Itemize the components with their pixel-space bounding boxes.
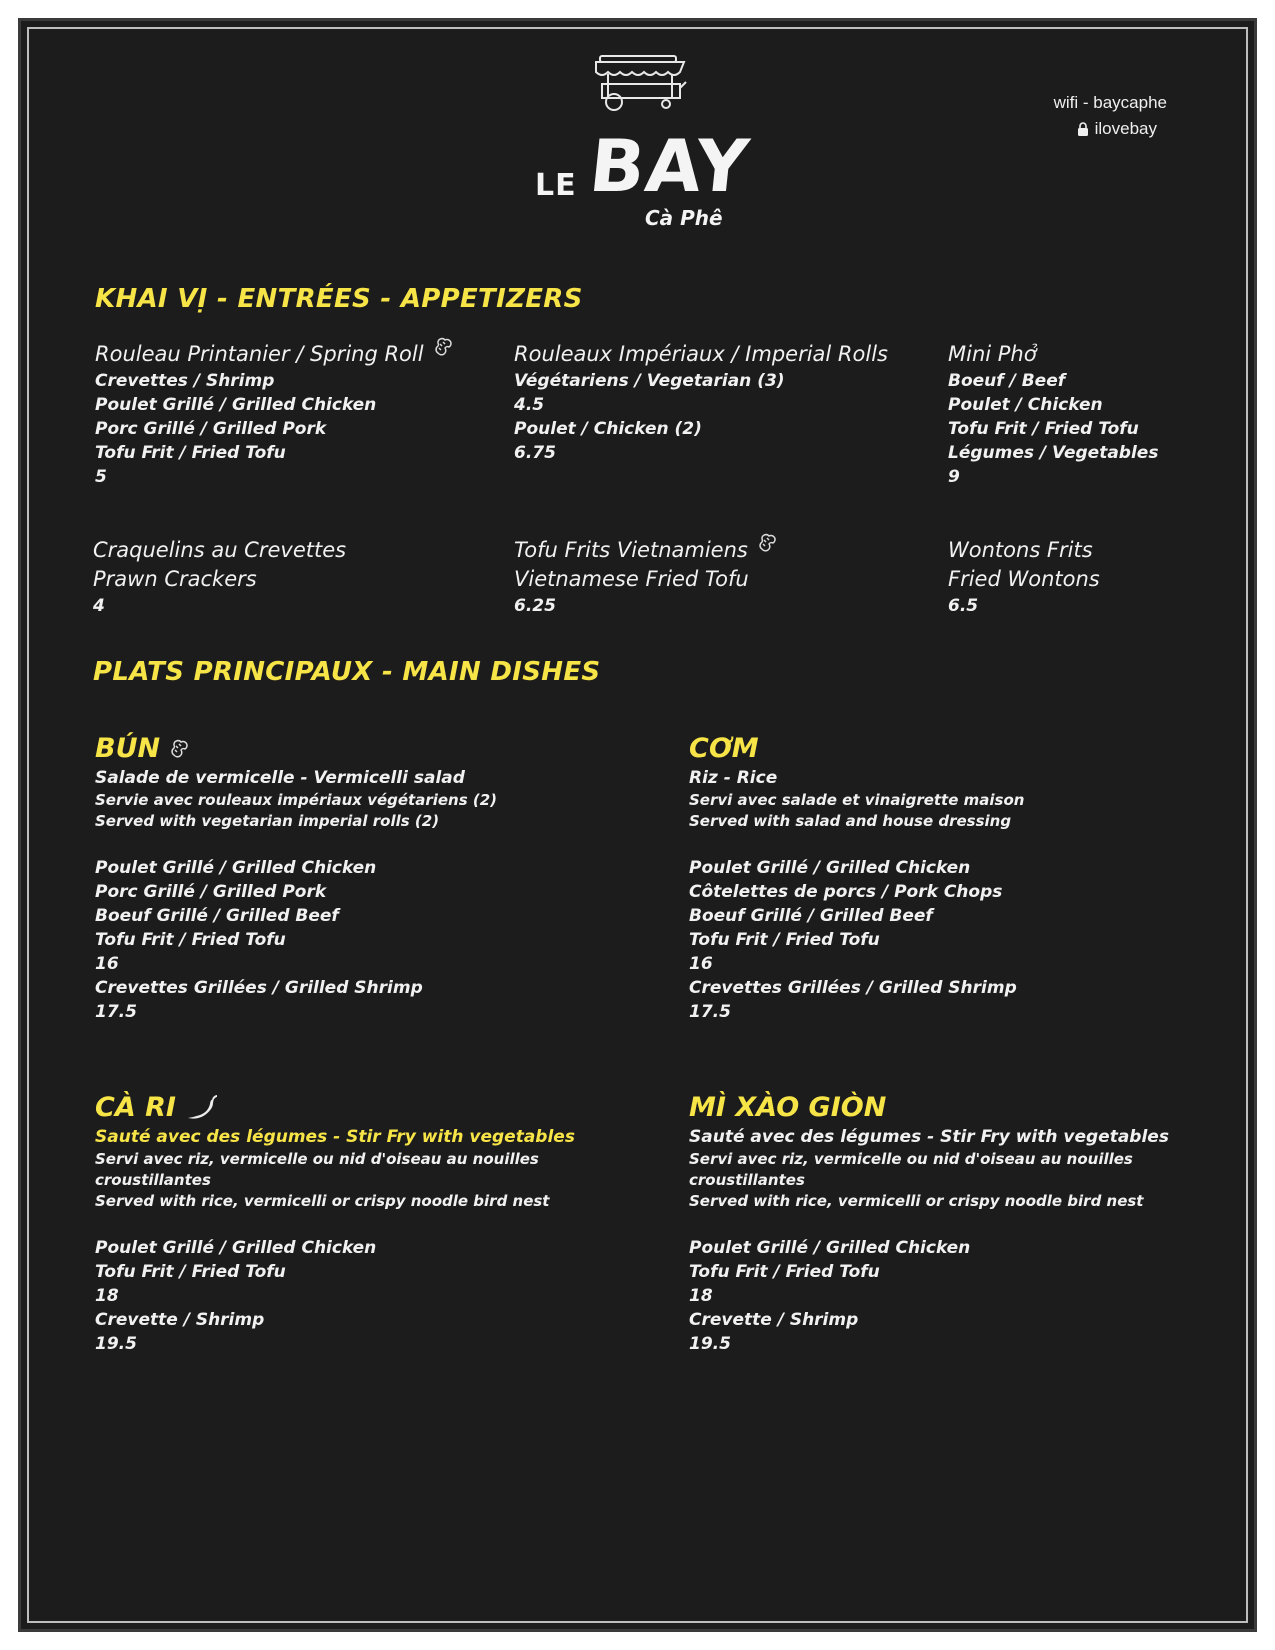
dish-option: Poulet Grillé / Grilled Chicken [95, 858, 377, 878]
item-price: 6.5 [948, 596, 979, 616]
dish-subtitle: Riz - Rice [689, 768, 778, 788]
item-name-english: Vietnamese Fried Tofu [514, 567, 749, 591]
dish-option: Poulet Grillé / Grilled Chicken [689, 858, 971, 878]
appetizer-fried-tofu [514, 536, 778, 618]
item-price: 4 [93, 596, 105, 616]
appetizer-fried-wontons [948, 536, 1100, 618]
item-price: 6.75 [514, 443, 556, 463]
dish-note: Servi avec riz, vermicelle ou nid d'oiseau au nouilles croustillantes [689, 1150, 1133, 1189]
dish-option: Tofu Frit / Fried Tofu [689, 930, 880, 950]
dish-option: Tofu Frit / Fried Tofu [95, 930, 286, 950]
item-name: Rouleaux Impériaux / Imperial Rolls [514, 342, 888, 366]
mains-title: PLATS PRINCIPAUX - MAIN DISHES [93, 657, 601, 687]
dish-option: Boeuf Grillé / Grilled Beef [689, 906, 933, 926]
peanut-icon [432, 336, 454, 358]
item-name: Craquelins au Crevettes [93, 538, 347, 562]
dish-price: 18 [689, 1286, 713, 1306]
dish-subtitle: Salade de vermicelle - Vermicelli salad [95, 768, 465, 788]
item-option: Légumes / Vegetables [948, 443, 1159, 463]
dish-price: 19.5 [95, 1334, 137, 1354]
item-option: Porc Grillé / Grilled Pork [95, 419, 327, 439]
dish-title: MÌ XÀO GIÒN [689, 1092, 887, 1123]
wifi-password-row [1054, 116, 1157, 142]
appetizer-spring-roll [95, 340, 454, 489]
appetizers-title: KHAI VỊ - ENTRÉES - APPETIZERS [95, 284, 583, 314]
item-name: Mini Phở [948, 342, 1037, 366]
dish-com [689, 732, 1024, 1024]
dish-option: Boeuf Grillé / Grilled Beef [95, 906, 339, 926]
dish-option: Porc Grillé / Grilled Pork [95, 882, 327, 902]
peanut-icon [756, 532, 778, 554]
item-option: Boeuf / Beef [948, 371, 1066, 391]
lock-icon [1077, 122, 1089, 137]
dish-price: 17.5 [689, 1002, 731, 1022]
appetizer-prawn-crackers [93, 536, 346, 618]
wifi-network: wifi - baycaphe [1053, 93, 1167, 112]
dish-option: Tofu Frit / Fried Tofu [689, 1262, 880, 1282]
dish-mi-xao-gion [689, 1091, 1169, 1356]
appetizer-imperial-rolls [514, 340, 888, 465]
item-name: Rouleau Printanier / Spring Roll [95, 340, 454, 369]
dish-title: BÚN [95, 732, 497, 766]
item-price: 5 [95, 467, 107, 487]
logo [520, 40, 760, 250]
dish-option: Crevette / Shrimp [95, 1310, 265, 1330]
peanut-icon [168, 738, 190, 760]
chili-pepper-icon [186, 1095, 218, 1121]
item-option: Poulet Grillé / Grilled Chicken [95, 395, 377, 415]
dish-option: Poulet Grillé / Grilled Chicken [689, 1238, 971, 1258]
dish-note: Servie avec rouleaux impériaux végétariens (2) [95, 791, 498, 809]
appetizer-mini-pho [948, 340, 1158, 489]
item-option: Crevettes / Shrimp [95, 371, 275, 391]
dish-option: Tofu Frit / Fried Tofu [95, 1262, 286, 1282]
dish-note: Servi avec salade et vinaigrette maison [689, 791, 1025, 809]
dish-cari [95, 1091, 575, 1356]
dish-note: Served with rice, vermicelli or crispy noodle bird nest [689, 1192, 1144, 1210]
dish-price: 16 [689, 954, 713, 974]
dish-option: Poulet Grillé / Grilled Chicken [95, 1238, 377, 1258]
dish-price: 17.5 [95, 1002, 137, 1022]
item-name: Wontons Frits [948, 538, 1093, 562]
wifi-password: ilovebay [1094, 119, 1157, 138]
dish-note: Servi avec riz, vermicelle ou nid d'oiseau au nouilles croustillantes [95, 1150, 539, 1189]
wifi-info [1054, 90, 1167, 142]
dish-note: Served with rice, vermicelli or crispy noodle bird nest [95, 1192, 550, 1210]
item-price: 9 [948, 467, 960, 487]
dish-option: Côtelettes de porcs / Pork Chops [689, 882, 1003, 902]
item-option: 4.5 [514, 395, 545, 415]
item-option: Poulet / Chicken [948, 395, 1103, 415]
item-option: Tofu Frit / Fried Tofu [948, 419, 1139, 439]
dish-option: Crevettes Grillées / Grilled Shrimp [95, 978, 423, 998]
item-name-english: Fried Wontons [948, 567, 1100, 591]
dish-price: 16 [95, 954, 119, 974]
dish-note: Served with salad and house dressing [689, 812, 1012, 830]
dish-option: Crevette / Shrimp [689, 1310, 859, 1330]
brand-le: LE [535, 168, 577, 203]
dish-note: Served with vegetarian imperial rolls (2) [95, 812, 440, 830]
item-name: Tofu Frits Vietnamiens [514, 536, 778, 565]
dish-option: Crevettes Grillées / Grilled Shrimp [689, 978, 1017, 998]
item-option: Tofu Frit / Fried Tofu [95, 443, 286, 463]
dish-bun [95, 732, 497, 1024]
item-name-english: Prawn Crackers [93, 567, 257, 591]
dish-price: 19.5 [689, 1334, 731, 1354]
dish-title: CÀ RI [95, 1091, 555, 1125]
brand-bay: BAY [585, 124, 754, 208]
dish-title: CƠM [689, 733, 759, 764]
food-cart-icon [592, 54, 688, 112]
item-option: Végétariens / Vegetarian (3) [514, 371, 785, 391]
dish-subtitle: Sauté avec des légumes - Stir Fry with vegetables [95, 1127, 575, 1147]
item-option: Poulet / Chicken (2) [514, 419, 702, 439]
dish-subtitle: Sauté avec des légumes - Stir Fry with vegetables [689, 1127, 1169, 1147]
dish-price: 18 [95, 1286, 119, 1306]
item-price: 6.25 [514, 596, 556, 616]
brand-subtitle: Cà Phê [645, 206, 723, 230]
